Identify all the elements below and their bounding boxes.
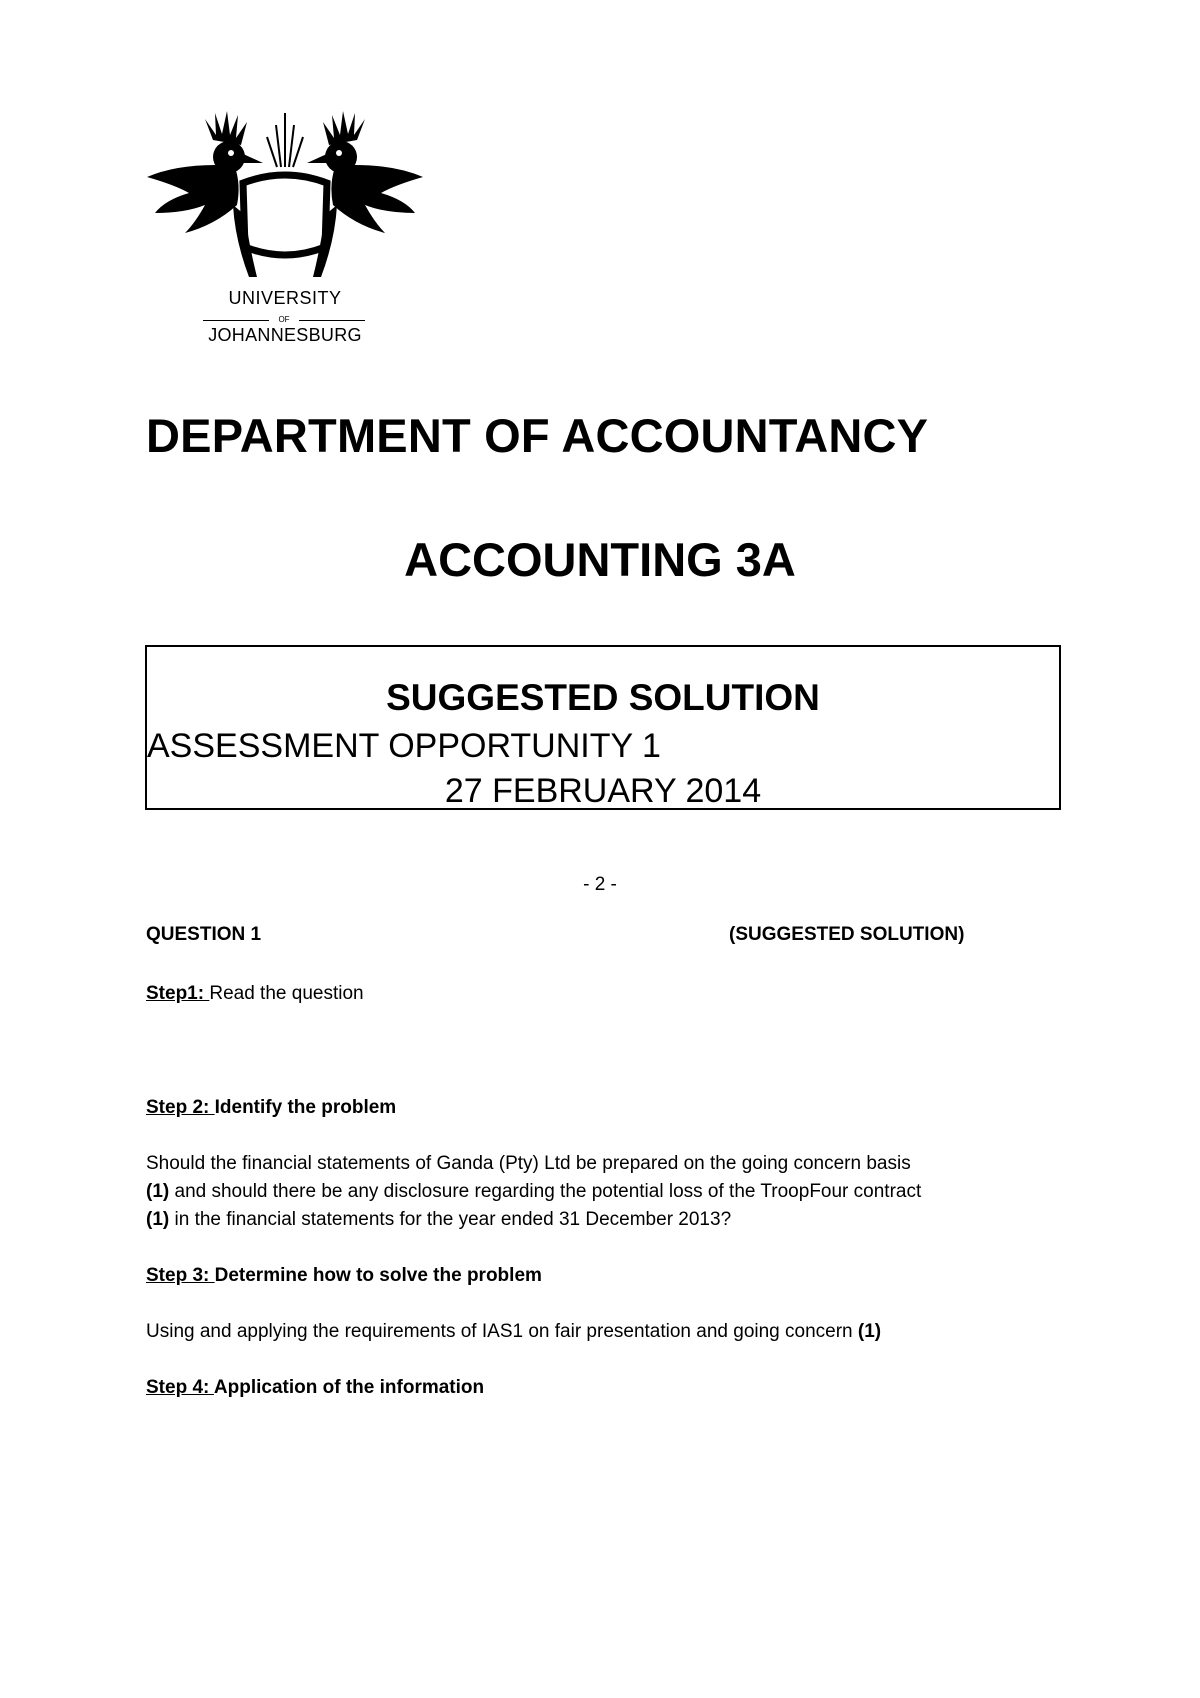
logo-text-of: OF <box>278 315 290 324</box>
step2-mark-2: (1) <box>146 1209 170 1230</box>
course-title: ACCOUNTING 3A <box>404 533 796 586</box>
step2-label: Step 2: <box>146 1097 215 1118</box>
assessment-date: 27 FEBRUARY 2014 <box>444 772 762 810</box>
assessment-opportunity: ASSESSMENT OPPORTUNITY 1 <box>147 727 661 765</box>
logo-text-johannesburg: JOHANNESBURG <box>208 325 362 345</box>
page-number: - 2 - <box>583 874 617 895</box>
step1-label: Step1: <box>146 983 210 1004</box>
solution-title-box <box>145 645 1061 810</box>
step3-mark: (1) <box>857 1321 882 1342</box>
step2-title: Identify the problem <box>214 1097 397 1118</box>
step3-heading <box>146 1262 542 1290</box>
step3-label: Step 3: <box>146 1265 215 1286</box>
question-heading: QUESTION 1 <box>146 924 262 945</box>
logo-rule-right <box>299 320 365 321</box>
step2-body-line3-text: in the financial statements for the year ended 31 December 2013? <box>169 1209 732 1230</box>
step1-text: Read the question <box>209 983 364 1004</box>
university-of-johannesburg-crest-icon <box>145 105 425 280</box>
logo-text-university: UNIVERSITY <box>228 288 342 308</box>
step3-title: Determine how to solve the problem <box>214 1265 542 1286</box>
question-tag: (SUGGESTED SOLUTION) <box>729 924 965 945</box>
step2-body-line1: Should the financial statements of Ganda (Pty) Ltd be prepared on the going concern basis <box>146 1153 911 1174</box>
step2-mark-1: (1) <box>146 1181 170 1202</box>
step3-body-text: Using and applying the requirements of IAS1 on fair presentation and going concern <box>146 1321 858 1342</box>
university-logo <box>145 105 425 345</box>
step4-heading <box>146 1374 484 1402</box>
step2-body-line2 <box>146 1178 921 1206</box>
solution-title: SUGGESTED SOLUTION <box>386 677 820 718</box>
step2-body-line3 <box>146 1206 731 1234</box>
step4-title: Application of the information <box>213 1377 485 1398</box>
step2-body-line2-text: and should there be any disclosure regarding the potential loss of the TroopFour contract <box>169 1181 922 1202</box>
step2-heading <box>146 1094 396 1122</box>
step4-label: Step 4: <box>146 1377 214 1398</box>
step3-body <box>146 1318 881 1346</box>
department-title: DEPARTMENT OF ACCOUNTANCY <box>146 409 929 462</box>
step1-paragraph <box>146 980 364 1008</box>
